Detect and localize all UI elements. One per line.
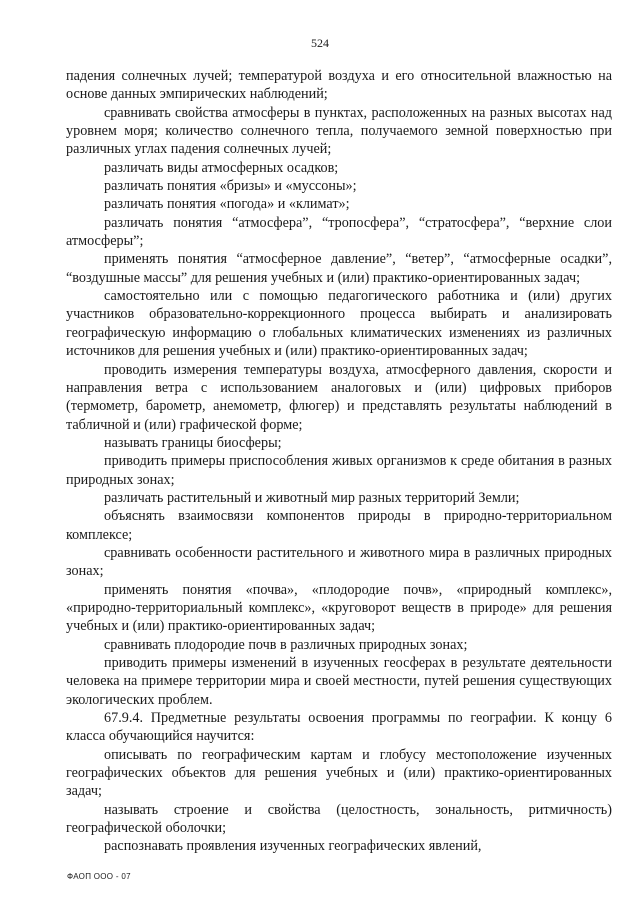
paragraph: различать растительный и животный мир разных территорий Земли;: [104, 489, 520, 506]
section-heading-paragraph: 67.9.4. Предметные результаты освоения программы по географии. К концу 6 класса обучающийся научится:: [66, 710, 612, 745]
paragraph: проводить измерения температуры воздуха, атмосферного давления, скорости и направления ветра с использованием аналоговых и (или) цифровых приборов (термометр, барометр, анемометр, флюгер) и представлять результаты наблюдений в табличной и (или) графической форме;: [66, 361, 612, 433]
page-number: 524: [311, 36, 329, 50]
paragraph: распознавать проявления изученных географических явлений,: [104, 838, 482, 855]
paragraph: приводить примеры приспособления живых организмов к среде обитания в разных природных зонах;: [66, 453, 612, 488]
paragraph: сравнивать особенности растительного и животного мира в различных природных зонах;: [66, 544, 612, 580]
paragraph: объяснять взаимосвязи компонентов природы в природно-территориальном комплексе;: [66, 508, 612, 543]
paragraph: приводить примеры изменений в изученных геосферах в результате деятельности человека на примере территории мира и своей местности, путей решения существующих экологических проблем.: [66, 655, 612, 708]
paragraph: применять понятия “атмосферное давление”, “ветер”, “атмосферные осадки”, “воздушные массы” для решения учебных и (или) практико-ориентированных задач;: [66, 251, 612, 286]
paragraph: падения солнечных лучей; температурой воздуха и его относительной влажностью на основе данных эмпирических наблюдений;: [66, 68, 612, 103]
paragraph: различать понятия “атмосфера”, “тропосфера”, “стратосфера”, “верхние слои атмосферы”;: [66, 214, 612, 250]
paragraph: называть строение и свойства (целостность, зональность, ритмичность) географической оболочки;: [66, 801, 612, 837]
paragraph: различать виды атмосферных осадков;: [104, 159, 339, 176]
paragraph: различать понятия «бризы» и «муссоны»;: [104, 178, 357, 195]
document-body: [66, 67, 612, 856]
footer-label: ФАОП ООО - 07: [67, 872, 131, 881]
paragraph: описывать по географическим картам и глобусу местоположение изученных географических объектов для решения учебных и (или) практико-ориентированных задач;: [66, 746, 612, 800]
paragraph: сравнивать плодородие почв в различных природных зонах;: [104, 636, 468, 653]
paragraph: сравнивать свойства атмосферы в пунктах, расположенных на разных высотах над уровнем моря; количество солнечного тепла, получаемого земной поверхностью при различных углах падения солнечных лучей;: [66, 104, 612, 158]
paragraph: различать понятия «погода» и «климат»;: [104, 196, 350, 213]
paragraph: называть границы биосферы;: [104, 434, 282, 451]
paragraph: применять понятия «почва», «плодородие почв», «природный комплекс», «природно-территориальный комплекс», «круговорот веществ в природе» для решения учебных и (или) практико-ориентированных задач;: [66, 581, 612, 635]
paragraph: самостоятельно или с помощью педагогического работника и (или) других участников образовательно-коррекционного процесса выбирать и анализировать географическую информацию о глобальных климатических изменениях из различных источников для решения учебных и (или) практико-ориентированных задач;: [66, 288, 612, 360]
